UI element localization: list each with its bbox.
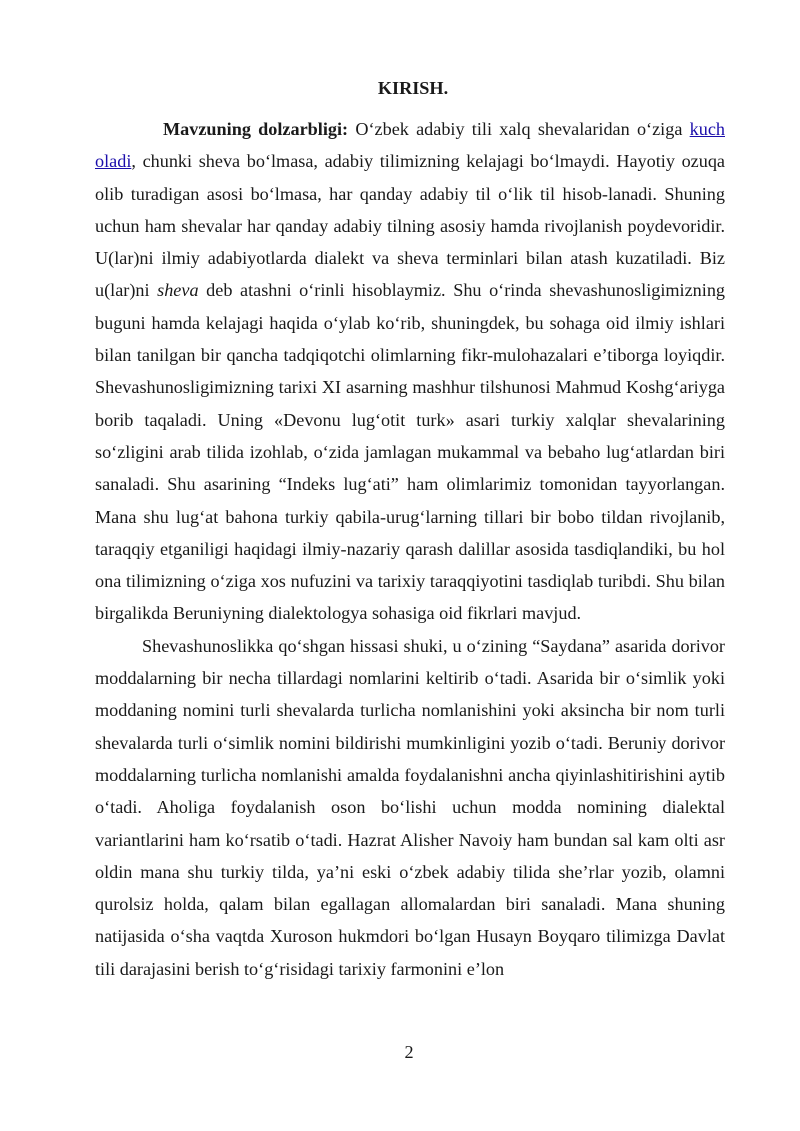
paragraph-lead: Mavzuning dolzarbligi:	[163, 119, 349, 139]
page-number: 2	[404, 1042, 414, 1062]
paragraph-1-text-a: O‘zbek adabiy tili xalq shevalaridan o‘ziga	[348, 119, 690, 139]
document-body	[95, 113, 725, 985]
paragraph-2: Shevashunoslikka qo‘shgan hissasi shuki, u o‘zining “Saydana” asarida dorivor moddalarning bir necha tillardagi nomlarini keltirib o‘tadi. Asarida bir o‘simlik yoki moddaning nomini turli shevalarda turlicha nomlanishini yoki aksincha bir nom turli shevalarda turli o‘simlik nomini bildirishi mumkinligini yozib o‘tadi. Beruniy dorivor moddalarning turlicha nomlanishi amalda foydalanishni ancha qiyinlashitirishini aytib o‘tadi. Aholiga foydalanish oson bo‘lishi uchun modda nomining dialektal variantlarini ham ko‘rsatib o‘tadi. Hazrat Alisher Navoiy ham bundan sal kam olti asr oldin mana shu turkiy tilda, ya’ni eski o‘zbek adabiy tilida she’rlar yozib, olamni qurolsiz holda, qalam bilan egallagan allomalardan biri sanaladi. Mana shuning natijasida o‘sha vaqtda Xuroson hukmdori bo‘lgan Husayn Boyqaro tilimizga Davlat tili darajasini berish to‘g‘risidagi tarixiy farmonini e’lon	[95, 635, 725, 979]
paragraph-1	[95, 113, 725, 630]
paragraph-1-text-b: , chunki sheva bo‘lmasa, adabiy tilimizning kelajagi bo‘lmaydi. Hayotiy ozuqa olib turadigan asosi bo‘lmasa, har qanday adabiy til o‘lik til hisob-lanadi. Shuning uchun ham shevalar har qanday adabiy tilning asosiy hamda rivojlanish poydevoridir. U(lar)ni ilmiy adabiyotlarda dialekt va sheva terminlari bilan atash kuzatiladi. Biz u(lar)ni	[95, 151, 725, 301]
page-title: KIRISH.	[377, 78, 449, 98]
kuch-oladi-link[interactable]: kuch oladi	[95, 119, 725, 172]
italic-term: sheva	[157, 280, 199, 301]
paragraph-1-text-c: deb atashni o‘rinli hisoblaymiz. Shu o‘rinda shevashunosligimizning buguni hamda kelajagi haqida o‘ylab ko‘rib, shuningdek, bu sohaga oid ilmiy ishlari bilan tanilgan bir qancha tadqiqotchi olimlarning fikr-mulohazalari e’tiborga loyiqdir. Shevashunosligimizning tarixi XI asarning mashhur tilshunosi Mahmud Koshg‘ariyga borib taqaladi. Uning «Devonu lug‘otit turk» asari turkiy xalqlar shevalarining so‘zligini arab tilida izohlab, o‘zida jamlagan mukammal va bebaho lug‘atlardan biri sanaladi. Shu asarining “Indeks lug‘ati” ham olimlarimiz tomonidan tayyorlangan. Mana shu lug‘at bahona turkiy qabila-urug‘larning tillari bir bobo tildan rivojlanib, taraqqiy etganiligi haqidagi ilmiy-nazariy qarash dalillar asosida tasdiqlandiki, bu hol ona tilimizning o‘ziga xos nufuzini va tarixiy taraqqiyotini tasdiqlab turibdi. Shu bilan birgalikda Beruniyning dialektologya sohasiga oid fikrlari mavjud.	[95, 280, 726, 624]
